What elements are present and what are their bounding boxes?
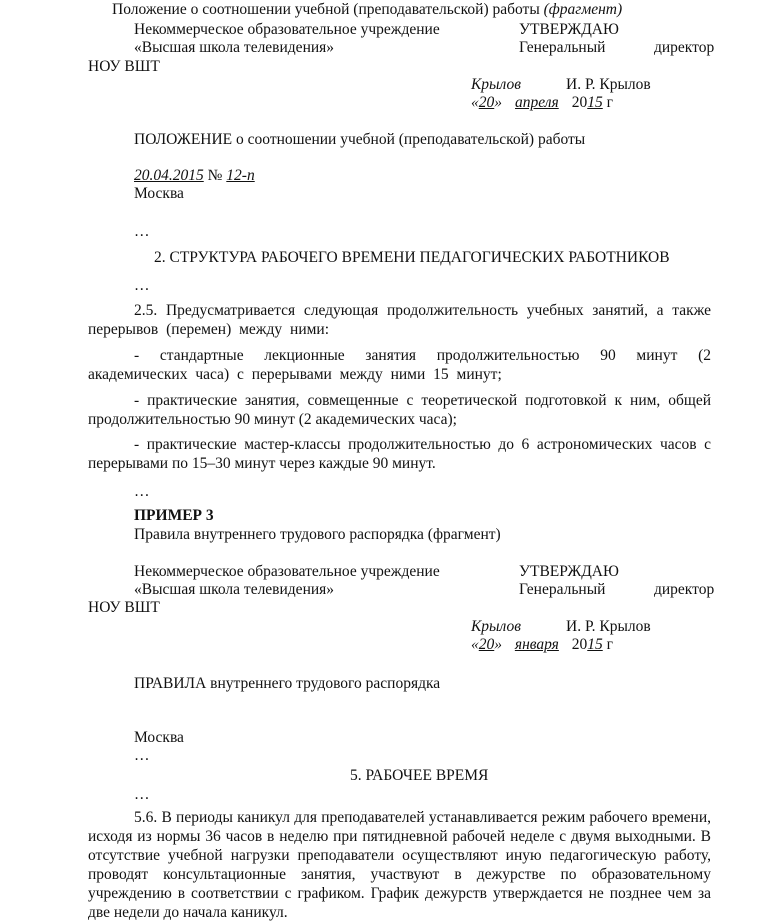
org-name-line3: НОУ ВШТ [88,58,160,75]
approval-date: «20» января 2015 г [471,636,613,653]
section-heading: 2. СТРУКТУРА РАБОЧЕГО ВРЕМЕНИ ПЕДАГОГИЧЕСКИХ РАБОТНИКОВ [154,249,670,266]
document-title: ПРАВИЛА внутреннего трудового распорядка [134,675,441,692]
date-month: января [514,636,559,653]
signature: Крылов [471,618,521,635]
position-general: Генеральный [519,39,606,56]
paragraph-2-5: 2.5. Предусматривается следующая продолжительность учебных занятий, а также перерывов (перемен) между ними: [88,302,711,338]
ellipsis: … [134,223,150,240]
org-name-line1: Некоммерческое образовательное учреждение [134,563,440,580]
example-caption: Правила внутреннего трудового распорядка (фрагмент) [134,526,501,543]
document-header [112,0,622,19]
example-label: ПРИМЕР 3 [134,507,214,524]
list-item: - практические занятия, совмещенные с теоретической подготовкой к ним, общей продолжительностью 90 минут (2 академических часа); [88,392,711,428]
paragraph-5-6: 5.6. В периоды каникул для преподавателей устанавливается режим рабочего времени, исходя из нормы 36 часов в неделю при пятидневной рабочей неделе с двумя выходными. В отсутствие учебной нагрузки преподаватели осуществляют иную педагогическую работу, проводят консультационные занятия, участвуют в дежурстве по образовательному учреждению в соответствии с графиком. График дежурств утверждается не позднее чем за две недели до начала каникул. [88,809,711,921]
approve-label: УТВЕРЖДАЮ [519,21,619,38]
ellipsis: … [134,786,150,803]
section-heading: 5. РАБОЧЕЕ ВРЕМЯ [350,767,489,784]
position-director: директор [654,39,715,56]
org-name-line2: «Высшая школа телевидения» [134,39,335,56]
date-day: 20 [478,636,495,653]
ellipsis: … [134,277,150,294]
date-day: 20 [478,94,495,111]
document-date: 20.04.2015 [134,167,204,184]
document-city: Москва [134,729,184,746]
document-title: ПОЛОЖЕНИЕ о соотношении учебной (преподавательской) работы [134,131,586,148]
document-city: Москва [134,185,184,202]
document-number: 12-п [226,167,255,184]
ellipsis: … [134,747,150,764]
position-director: директор [654,581,715,598]
document-date-number: 20.04.2015 № 12-п [134,167,255,184]
org-name-line3: НОУ ВШТ [88,599,160,616]
org-name-line1: Некоммерческое образовательное учреждение [134,21,440,38]
position-general: Генеральный [519,581,606,598]
signer-name: И. Р. Крылов [566,618,651,635]
date-month: апреля [515,94,559,111]
header-text: Положение о соотношении учебной (преподавательской) работы [112,1,540,18]
list-item: - практические мастер-классы продолжительностью до 6 астрономических часов с перерывами по 15–30 минут через каждые 90 минут. [88,436,711,472]
signature: Крылов [471,76,521,93]
signer-name: И. Р. Крылов [566,76,651,93]
org-name-line2: «Высшая школа телевидения» [134,581,335,598]
approval-date: «20» апреля 2015 г [471,94,613,111]
ellipsis: … [134,483,150,500]
list-item: - стандартные лекционные занятия продолжительностью 90 минут (2 академических часа) с перерывами между ними 15 минут; [88,347,711,383]
date-year: 15 [587,94,603,111]
date-year: 15 [587,636,603,653]
approve-label: УТВЕРЖДАЮ [519,563,619,580]
header-fragment: (фрагмент) [543,1,623,18]
